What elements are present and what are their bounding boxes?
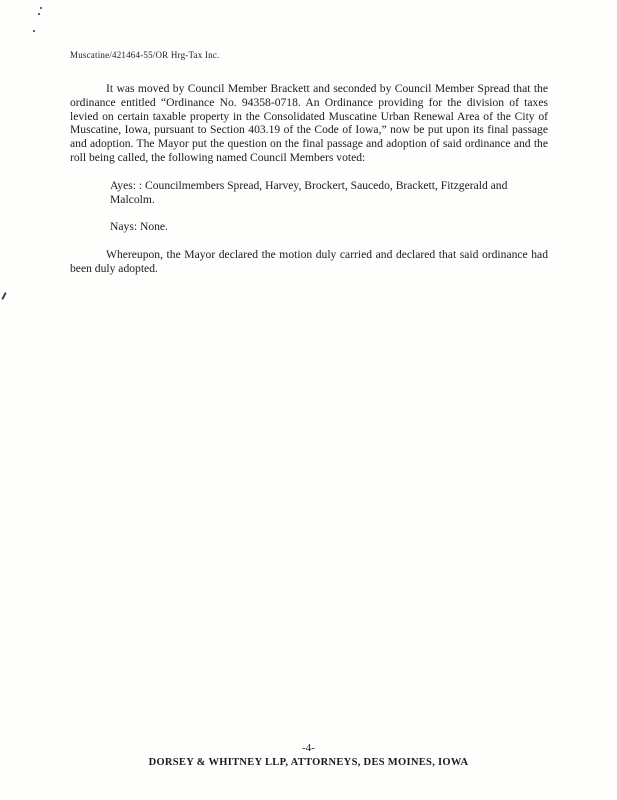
scan-artifact-dot [38,13,40,15]
nays-line: Nays: None. [110,220,168,234]
document-reference-line: Muscatine/421464-55/OR Hrg-Tax Inc. [70,50,220,60]
scan-artifact-dot [40,7,42,9]
law-firm-footer: DORSEY & WHITNEY LLP, ATTORNEYS, DES MOINES, IOWA [148,757,469,768]
scan-artifact-dot [33,30,35,32]
adoption-paragraph: Whereupon, the Mayor declared the motion duly carried and declared that said ordinance had been duly adopted. [70,248,548,275]
page-number: -4- [302,742,315,754]
scan-artifact-mark [1,292,7,300]
motion-paragraph: It was moved by Council Member Brackett and seconded by Council Member Spread that the ordinance entitled “Ordinance No. 94358-0718. An Ordinance providing for the division of taxes levied on certain taxable property in the Consolidated Muscatine Urban Renewal Area of the City of Muscatine, Iowa, pursuant to Section 403.19 of the Code of Iowa,” now be put upon its final passage and adoption. The Mayor put the question on the final passage and adoption of said ordinance and the roll being called, the following named Council Members voted: [70,82,548,164]
document-body [70,82,548,276]
ayes-line: Ayes: : Councilmembers Spread, Harvey, Brockert, Saucedo, Brackett, Fitzgerald and Malcolm. [110,178,508,206]
